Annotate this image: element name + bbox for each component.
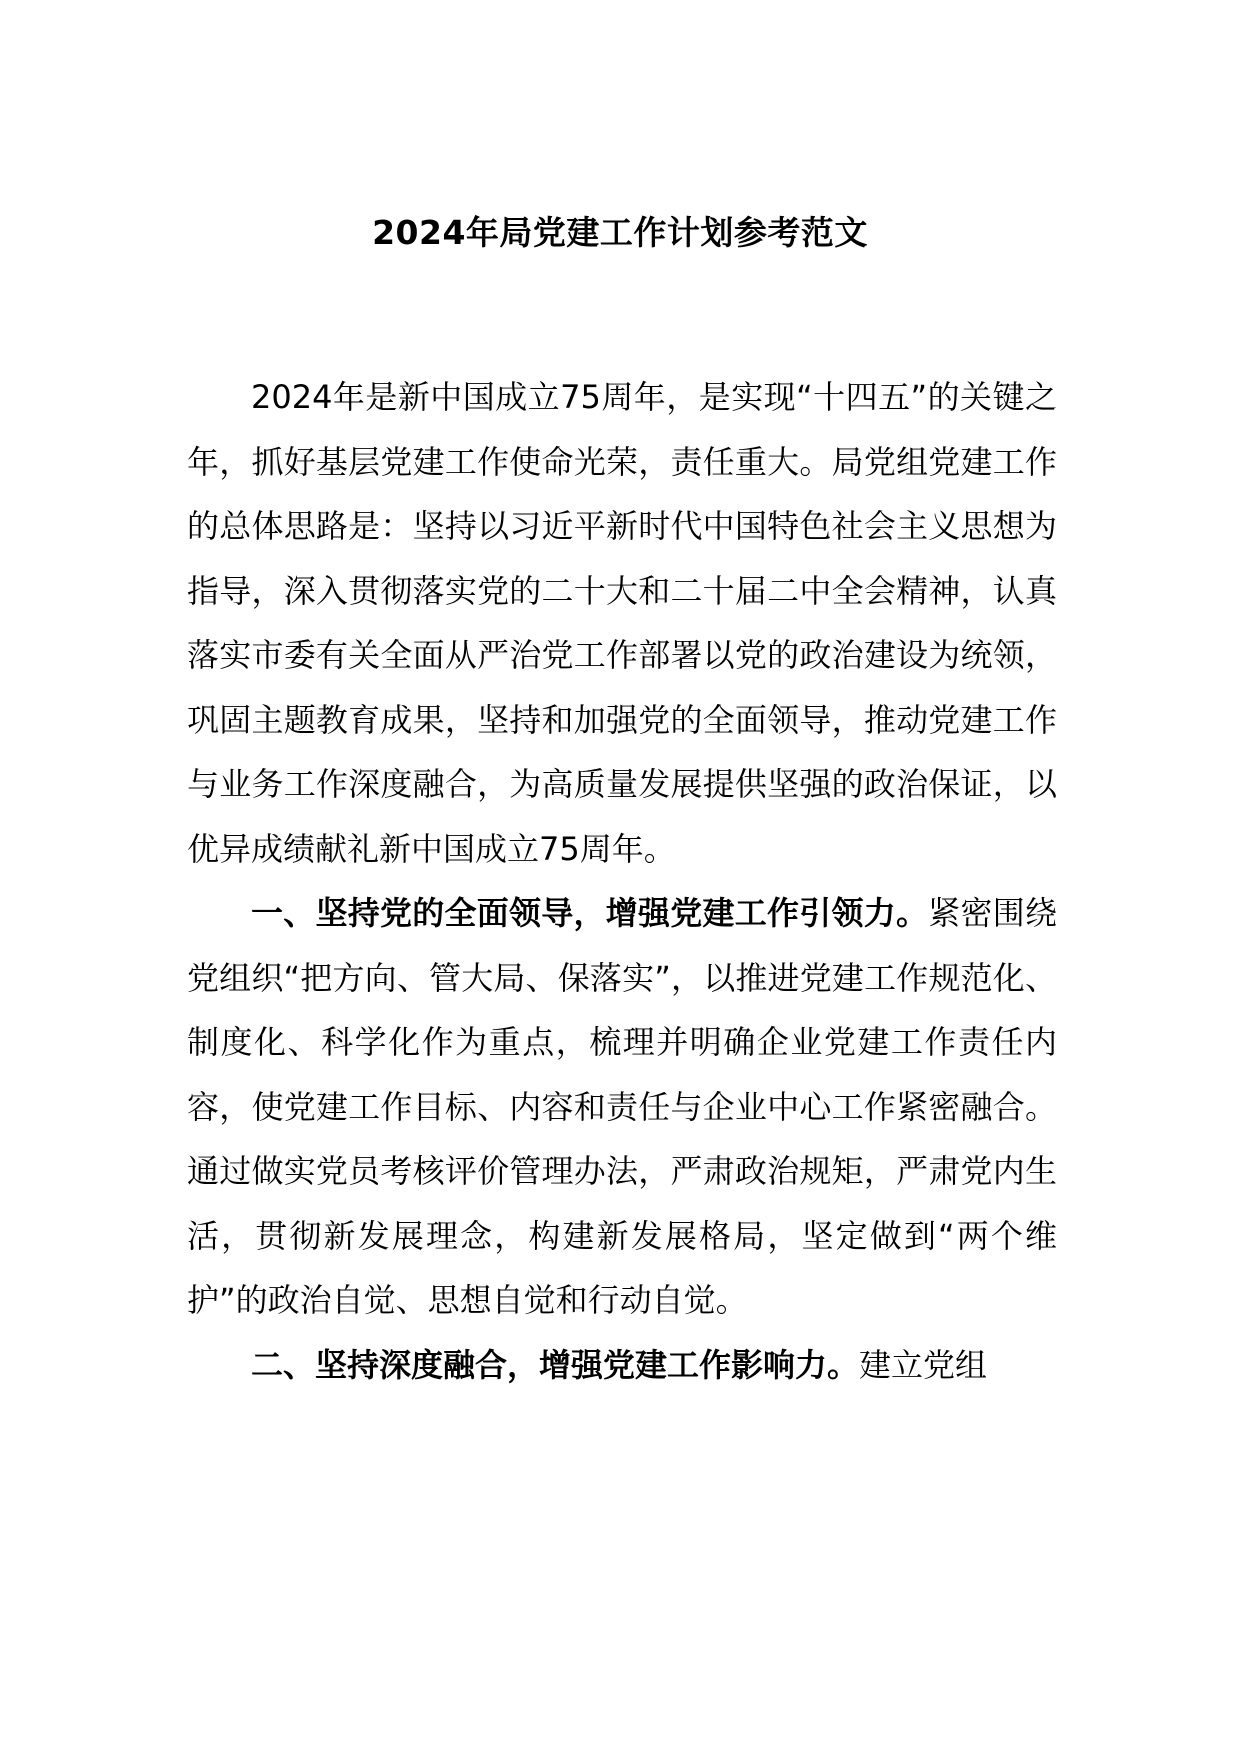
- intro-paragraph: [187, 365, 1057, 881]
- section-one-text: 紧密围绕党组织“把方向、管大局、保落实”，以推进党建工作规范化、制度化、科学化作为重点，梳理并明确企业党建工作责任内容，使党建工作目标、内容和责任与企业中心工作紧密融合。通过做实党员考核评价管理办法，严肃政治规矩，严肃党内生活，贯彻新发展理念，构建新发展格局，坚定做到“两个维护”的政治自觉、思想自觉和行动自觉。: [187, 894, 1057, 1319]
- section-two-paragraph: [187, 1333, 1057, 1398]
- document-body: [187, 365, 1057, 1397]
- paragraph-text: 2024年是新中国成立75周年，是实现“十四五”的关键之年，抓好基层党建工作使命光荣，责任重大。局党组党建工作的总体思路是：坚持以习近平新时代中国特色社会主义思想为指导，深入贯彻落实党的二十大和二十届二中全会精神，认真落实市委有关全面从严治党工作部署以党的政治建设为统领，巩固主题教育成果，坚持和加强党的全面领导，推动党建工作与业务工作深度融合，为高质量发展提供坚强的政治保证，以优异成绩献礼新中国成立75周年。: [187, 378, 1057, 868]
- section-two-text: 建立党组: [859, 1345, 988, 1384]
- section-one-heading: 一、坚持党的全面领导，增强党建工作引领力。: [251, 894, 929, 932]
- section-one-paragraph: [187, 881, 1057, 1333]
- document-title: 2024年局党建工作计划参考范文: [372, 213, 868, 252]
- section-two-heading: 二、坚持深度融合，增强党建工作影响力。: [251, 1345, 860, 1384]
